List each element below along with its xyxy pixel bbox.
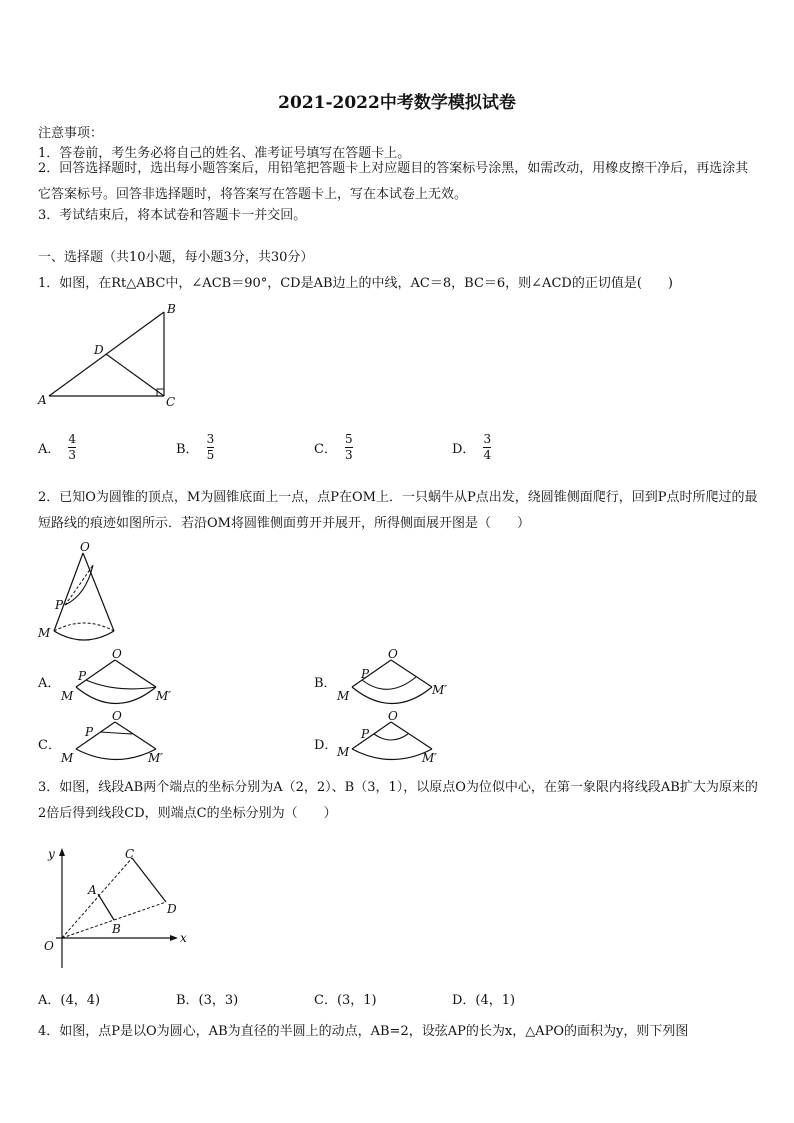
- q1-option-c[interactable]: [314, 432, 353, 463]
- q1-triangle-figure: [36, 300, 186, 410]
- question-4-stem: 4．如图，点P是以O为圆心，AB为直径的半圆上的动点，AB=2，设弦AP的长为x，△APO的面积为y，则下列图: [38, 1024, 689, 1039]
- q2d-label-m: M: [337, 745, 350, 759]
- fraction: $\frac{5}{3}$: [344, 432, 353, 462]
- q2a-label-m: M: [61, 689, 74, 703]
- section-heading: 一、选择题（共10小题，每小题3分，共30分）: [38, 250, 314, 265]
- q2c-label-p: P: [85, 725, 94, 739]
- q3-option-c[interactable]: C．(3，1): [314, 993, 377, 1008]
- q2d-label-m2: M′: [422, 751, 438, 765]
- q2d-label-o: O: [388, 709, 398, 723]
- question-3-stem: 3．如图，线段AB两个端点的坐标分别为A（2，2）、B（3，1），以原点O为位似中心，在第一象限内将线段AB扩大为原来的2倍后得到线段CD，则端点C的坐标分别为（ ）: [38, 780, 758, 821]
- q1-label-a: A: [38, 393, 47, 407]
- q2a-label-p: P: [78, 669, 87, 683]
- q1-label-c: C: [166, 395, 176, 409]
- option-letter: D．: [452, 442, 476, 457]
- q3-option-b[interactable]: B．(3，3): [176, 993, 239, 1008]
- fraction: $\frac{3}{4}$: [483, 432, 492, 462]
- q2-option-a-figure: [60, 648, 190, 713]
- question-2-stem: 2．已知O为圆锥的顶点，M为圆锥底面上一点，点P在OM上．一只蜗牛从P点出发，绕圆锥侧面爬行，回到P点时所爬过的最短路线的痕迹如图所示．若沿OM将圆锥侧面剪开并展开，所得侧面展开图是（ ）: [38, 490, 758, 531]
- q3-label-a: A: [88, 883, 97, 897]
- q2d-label-p: P: [361, 727, 370, 741]
- q3-label-x: x: [180, 931, 187, 945]
- q2a-label-o: O: [112, 647, 122, 661]
- q2-option-c[interactable]: C．: [38, 738, 61, 753]
- q2c-label-m: M: [61, 751, 74, 765]
- q2-cone-figure: [36, 540, 126, 645]
- q2c-label-m2: M′: [148, 751, 164, 765]
- q1-option-d[interactable]: [452, 432, 491, 463]
- option-letter: B．: [176, 442, 199, 457]
- fraction: $\frac{4}{3}$: [68, 432, 77, 462]
- notice-item-1: 1．答卷前，考生务必将自己的姓名、准考证号填写在答题卡上。: [38, 146, 411, 161]
- q2-option-c-figure: [60, 710, 190, 770]
- question-1-stem: 1．如图，在Rt△ABC中，∠ACB＝90°，CD是AB边上的中线，AC＝8，BC＝6，则∠ACD的正切值是( ): [38, 276, 673, 291]
- notice-item-2: 2．回答选择题时，选出每小题答案后，用铅笔把答题卡上对应题目的答案标号涂黑，如需改动，用橡皮擦干净后，再选涂其它答案标号。回答非选择题时，将答案写在答题卡上，写在本试卷上无效。: [38, 161, 749, 202]
- q2-label-m: M: [38, 626, 51, 640]
- q2-option-d-figure: [336, 710, 466, 770]
- q1-label-d: D: [94, 343, 104, 357]
- option-letter: C．: [314, 442, 337, 457]
- q2-label-p: P: [55, 598, 64, 612]
- q2b-label-m: M: [337, 689, 350, 703]
- option-letter: A．: [38, 442, 61, 457]
- fraction: $\frac{3}{5}$: [206, 432, 215, 462]
- q3-label-y: y: [48, 847, 55, 861]
- q2-option-a[interactable]: A．: [38, 676, 61, 691]
- q2b-label-p: P: [361, 667, 370, 681]
- q3-coordinate-figure: [36, 842, 196, 972]
- q2c-label-o: O: [112, 709, 122, 723]
- q3-option-a[interactable]: A．(4，4): [38, 993, 101, 1008]
- q3-label-d: D: [167, 902, 177, 916]
- q2-option-b-figure: [336, 648, 466, 713]
- q2-label-o: O: [80, 540, 90, 554]
- page-title: 2021-2022中考数学模拟试卷: [278, 93, 516, 113]
- q2b-label-o: O: [388, 647, 398, 661]
- notice-item-3: 3．考试结束后，将本试卷和答题卡一并交回。: [38, 208, 307, 223]
- q1-label-b: B: [167, 302, 176, 316]
- q3-label-o: O: [44, 939, 54, 953]
- q1-option-b[interactable]: [176, 432, 214, 463]
- notice-heading: 注意事项：: [38, 126, 104, 141]
- q3-label-c: C: [125, 847, 135, 861]
- q2a-label-m2: M′: [156, 689, 172, 703]
- q2-option-d[interactable]: D．: [314, 738, 338, 753]
- q3-option-d[interactable]: D．(4，1): [452, 993, 516, 1008]
- q2b-label-m2: M′: [432, 683, 448, 697]
- q2-option-b[interactable]: B．: [314, 676, 337, 691]
- q1-option-a[interactable]: [38, 432, 76, 463]
- q3-label-b: B: [112, 922, 121, 936]
